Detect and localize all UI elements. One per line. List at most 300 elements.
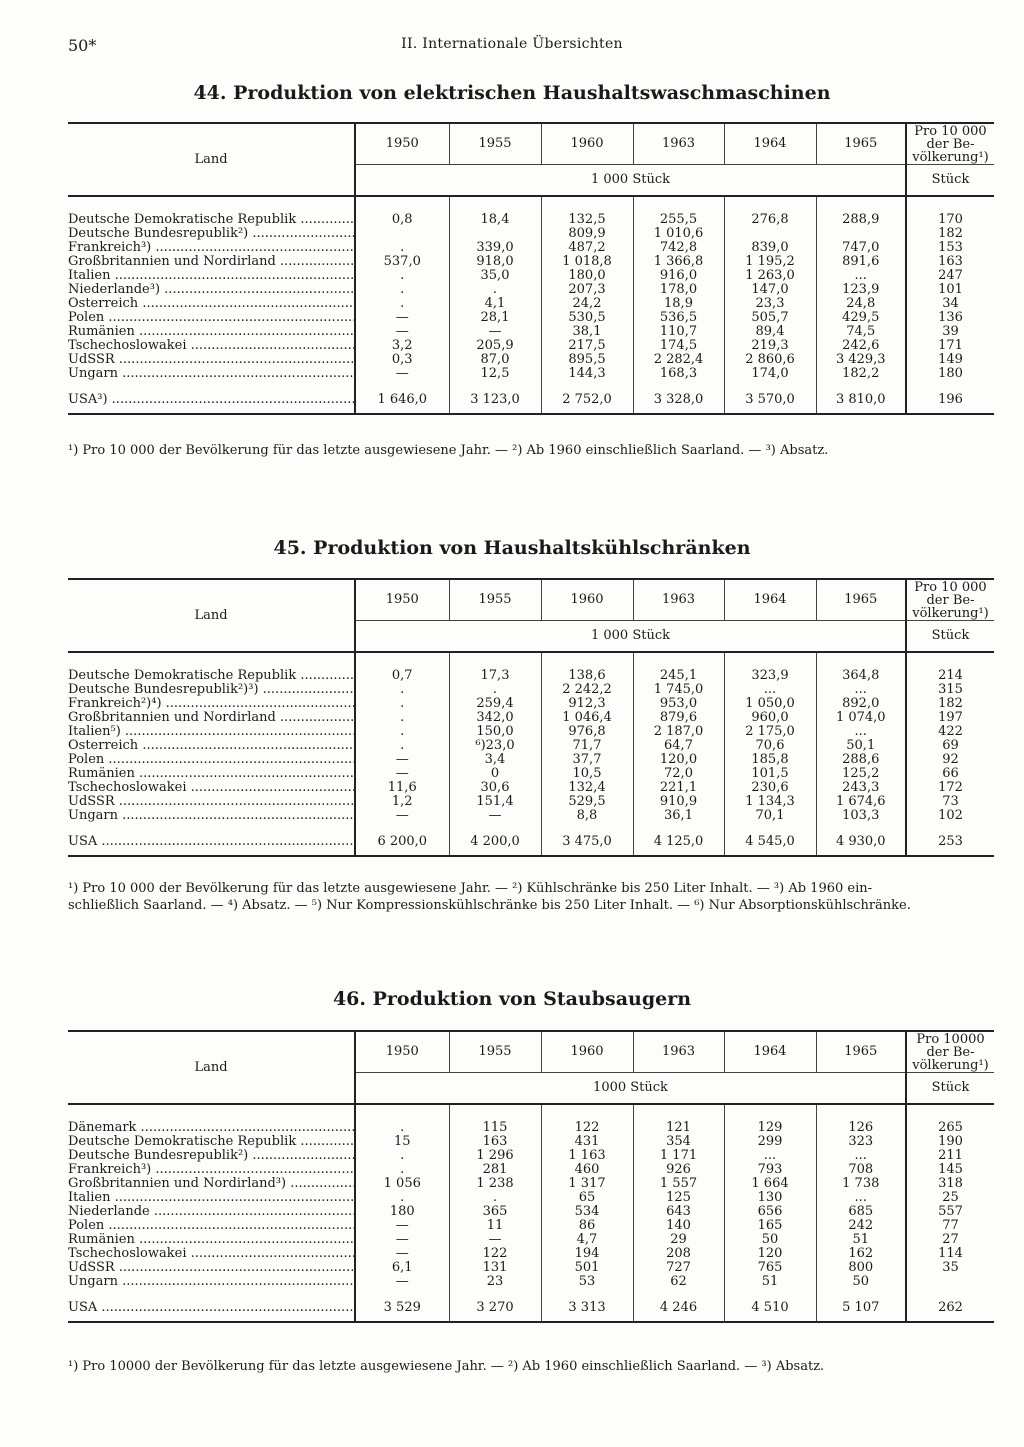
value-cell: . [355, 697, 449, 711]
value-cell: 281 [449, 1163, 541, 1177]
table-44 [68, 122, 994, 415]
table-44-body [68, 196, 994, 414]
per-capita-header-line: der Be- [926, 1044, 975, 1060]
country-name: Deutsche Demokratische Republik ..... [68, 669, 355, 683]
value-cell: 24,2 [541, 297, 633, 311]
spacer-cell [724, 652, 816, 669]
value-cell: 165 [724, 1219, 816, 1233]
value-cell: 265 [906, 1121, 994, 1135]
country-name: Ungarn ..... [68, 1275, 355, 1289]
table-row [68, 1191, 994, 1205]
value-cell: 140 [633, 1219, 724, 1233]
value-cell: 2 187,0 [633, 725, 724, 739]
value-cell: 3 328,0 [633, 393, 724, 407]
country-name: Polen ..... [68, 753, 355, 767]
table-row [68, 725, 994, 739]
table-row [68, 739, 994, 753]
value-cell: 5 107 [816, 1301, 906, 1315]
table-row [68, 353, 994, 367]
value-cell: 1 163 [541, 1149, 633, 1163]
value-cell: 536,5 [633, 311, 724, 325]
value-cell: 809,9 [541, 227, 633, 241]
value-cell: 125 [633, 1191, 724, 1205]
end-cell [68, 1315, 355, 1322]
end-cell [541, 407, 633, 414]
value-cell: 0,7 [355, 669, 449, 683]
value-cell: 3 529 [355, 1301, 449, 1315]
value-cell [449, 227, 541, 241]
value-cell: 323,9 [724, 669, 816, 683]
end-row [68, 407, 994, 414]
end-cell [906, 1315, 994, 1322]
value-cell: 3 475,0 [541, 835, 633, 849]
value-cell: 4 545,0 [724, 835, 816, 849]
end-cell [816, 849, 906, 856]
country-name: Italien ..... [68, 269, 355, 283]
value-cell: 6 200,0 [355, 835, 449, 849]
value-cell: 182 [906, 697, 994, 711]
value-cell: 102 [906, 809, 994, 823]
value-cell: 245,1 [633, 669, 724, 683]
value-cell: 180 [355, 1205, 449, 1219]
value-cell: 342,0 [449, 711, 541, 725]
year-header: 1950 [355, 1031, 449, 1073]
value-cell: 211 [906, 1149, 994, 1163]
value-cell: 185,8 [724, 753, 816, 767]
value-cell: 1 050,0 [724, 697, 816, 711]
value-cell: 976,8 [541, 725, 633, 739]
value-cell: 765 [724, 1261, 816, 1275]
year-header: 1965 [816, 1031, 906, 1073]
value-cell: . [355, 683, 449, 697]
value-cell: 255,5 [633, 213, 724, 227]
value-cell: 1 195,2 [724, 255, 816, 269]
end-cell [355, 1315, 449, 1322]
spacer-cell [68, 652, 355, 669]
value-cell: 205,9 [449, 339, 541, 353]
spacer-cell [816, 652, 906, 669]
spacer-cell [449, 652, 541, 669]
spacer-cell [724, 1104, 816, 1121]
value-cell: 879,6 [633, 711, 724, 725]
spacer-row [68, 652, 994, 669]
land-column-header: Land [194, 607, 228, 623]
value-cell: 11 [449, 1219, 541, 1233]
table-row [68, 1301, 994, 1315]
value-cell: — [355, 1233, 449, 1247]
end-cell [449, 407, 541, 414]
value-cell: 243,3 [816, 781, 906, 795]
value-cell: 2 282,4 [633, 353, 724, 367]
value-cell: 2 860,6 [724, 353, 816, 367]
year-header: 1963 [633, 579, 724, 621]
value-cell: 10,5 [541, 767, 633, 781]
value-cell: 0,8 [355, 213, 449, 227]
value-cell: 182 [906, 227, 994, 241]
value-cell: 150,0 [449, 725, 541, 739]
value-cell: — [355, 1275, 449, 1289]
value-cell: 92 [906, 753, 994, 767]
end-cell [68, 407, 355, 414]
value-cell: 3 270 [449, 1301, 541, 1315]
value-cell: 122 [449, 1247, 541, 1261]
value-cell: 253 [906, 835, 994, 849]
gap-cell [68, 823, 355, 835]
value-cell: 66 [906, 767, 994, 781]
value-cell: 132,5 [541, 213, 633, 227]
header-row [68, 1031, 994, 1073]
table-row [68, 241, 994, 255]
value-cell: 4 125,0 [633, 835, 724, 849]
value-cell: 27 [906, 1233, 994, 1247]
unit-label: 1 000 Stück [355, 621, 906, 653]
value-cell: 912,3 [541, 697, 633, 711]
value-cell: 262 [906, 1301, 994, 1315]
table-45-footnote-line-2: schließlich Saarland. — ⁴) Absatz. — ⁵) Nur Kompressionskühlschränke bis 250 Liter Inhalt. — ⁶) Nur Absorptionskühlschränke. [68, 898, 911, 913]
value-cell: 323 [816, 1135, 906, 1149]
table-row [68, 1275, 994, 1289]
value-cell: 196 [906, 393, 994, 407]
per-capita-header-line: Pro 10 000 [914, 579, 987, 595]
table-row [68, 393, 994, 407]
value-cell: 77 [906, 1219, 994, 1233]
value-cell: 1 366,8 [633, 255, 724, 269]
value-cell: 354 [633, 1135, 724, 1149]
value-cell: 219,3 [724, 339, 816, 353]
end-cell [906, 407, 994, 414]
value-cell: 71,7 [541, 739, 633, 753]
table-row [68, 1177, 994, 1191]
country-name: Großbritannien und Nordirland ..... [68, 255, 355, 269]
country-name: Frankreich³) ..... [68, 241, 355, 255]
table-row [68, 669, 994, 683]
value-cell: ⁶)23,0 [449, 739, 541, 753]
value-cell: 1 171 [633, 1149, 724, 1163]
spacer-row [68, 1104, 994, 1121]
value-cell: 1 018,8 [541, 255, 633, 269]
value-cell: 892,0 [816, 697, 906, 711]
value-cell: 53 [541, 1275, 633, 1289]
table-row [68, 1121, 994, 1135]
value-cell: 3 429,3 [816, 353, 906, 367]
year-header: 1960 [541, 1031, 633, 1073]
value-cell: 1 074,0 [816, 711, 906, 725]
value-cell: 365 [449, 1205, 541, 1219]
value-cell: 18,9 [633, 297, 724, 311]
value-cell: ... [724, 1149, 816, 1163]
per-capita-unit: Stück [906, 621, 994, 653]
value-cell: 800 [816, 1261, 906, 1275]
table-row [68, 297, 994, 311]
gap-cell [68, 1289, 355, 1301]
country-name: Deutsche Bundesrepublik²)³) ..... [68, 683, 355, 697]
country-name: Frankreich²)⁴) ..... [68, 697, 355, 711]
value-cell: ... [816, 683, 906, 697]
value-cell: . [449, 283, 541, 297]
value-cell: 73 [906, 795, 994, 809]
country-name: Polen ..... [68, 311, 355, 325]
spacer-cell [68, 196, 355, 213]
spacer-cell [633, 1104, 724, 1121]
value-cell: — [355, 367, 449, 381]
end-cell [355, 849, 449, 856]
end-cell [541, 849, 633, 856]
spacer-cell [449, 1104, 541, 1121]
country-name: Polen ..... [68, 1219, 355, 1233]
value-cell: 120,0 [633, 753, 724, 767]
end-cell [633, 849, 724, 856]
spacer-cell [355, 196, 449, 213]
value-cell: 136 [906, 311, 994, 325]
value-cell: 742,8 [633, 241, 724, 255]
value-cell: 926 [633, 1163, 724, 1177]
end-cell [724, 407, 816, 414]
value-cell: 153 [906, 241, 994, 255]
table-row [68, 311, 994, 325]
value-cell: 530,5 [541, 311, 633, 325]
land-column-header: Land [194, 1059, 228, 1075]
end-cell [355, 407, 449, 414]
table-row [68, 753, 994, 767]
country-name: Italien ..... [68, 1191, 355, 1205]
value-cell: 89,4 [724, 325, 816, 339]
value-cell: 11,6 [355, 781, 449, 795]
value-cell: 2 242,2 [541, 683, 633, 697]
table-row [68, 367, 994, 381]
table-45 [68, 578, 994, 857]
end-cell [633, 407, 724, 414]
per-capita-header-line: völkerung¹) [912, 149, 989, 165]
value-cell: 2 752,0 [541, 393, 633, 407]
table-row [68, 1219, 994, 1233]
value-cell: 29 [633, 1233, 724, 1247]
value-cell: 747,0 [816, 241, 906, 255]
country-name: Deutsche Bundesrepublik²) ..... [68, 227, 355, 241]
value-cell: 174,0 [724, 367, 816, 381]
value-cell: 364,8 [816, 669, 906, 683]
value-cell: . [449, 683, 541, 697]
spacer-row [68, 196, 994, 213]
value-cell: — [355, 325, 449, 339]
value-cell: 50,1 [816, 739, 906, 753]
country-name: USA ..... [68, 835, 355, 849]
value-cell: 910,9 [633, 795, 724, 809]
value-cell: 259,4 [449, 697, 541, 711]
value-cell: 180 [906, 367, 994, 381]
value-cell: 656 [724, 1205, 816, 1219]
value-cell: 38,1 [541, 325, 633, 339]
country-name: Tschechoslowakei ..... [68, 339, 355, 353]
value-cell: 174,5 [633, 339, 724, 353]
value-cell [724, 227, 816, 241]
table-row [68, 683, 994, 697]
spacer-cell [355, 1104, 449, 1121]
table-46-title: 46. Produktion von Staubsaugern [332, 988, 692, 1010]
per-capita-header-line: völkerung¹) [912, 605, 989, 621]
country-name: Frankreich³) ..... [68, 1163, 355, 1177]
spacer-cell [906, 1104, 994, 1121]
value-cell: 8,8 [541, 809, 633, 823]
table-row [68, 227, 994, 241]
value-cell: 793 [724, 1163, 816, 1177]
value-cell: . [355, 739, 449, 753]
per-capita-header-line: Pro 10 000 [914, 123, 987, 139]
value-cell: — [355, 767, 449, 781]
value-cell: 4 930,0 [816, 835, 906, 849]
value-cell: 1 646,0 [355, 393, 449, 407]
header-row [68, 579, 994, 621]
value-cell: 315 [906, 683, 994, 697]
value-cell: 288,6 [816, 753, 906, 767]
country-name: Niederlande³) ..... [68, 283, 355, 297]
value-cell: 1 317 [541, 1177, 633, 1191]
table-row [68, 795, 994, 809]
value-cell: 0,3 [355, 353, 449, 367]
per-capita-header-line: völkerung¹) [912, 1057, 989, 1073]
year-header: 1963 [633, 123, 724, 165]
country-name: Österreich ..... [68, 739, 355, 753]
table-row [68, 269, 994, 283]
country-name: Tschechoslowakei ..... [68, 781, 355, 795]
value-cell: 534 [541, 1205, 633, 1219]
table-row [68, 809, 994, 823]
country-name: Rumänien ..... [68, 1233, 355, 1247]
value-cell: 101 [906, 283, 994, 297]
year-header: 1965 [816, 123, 906, 165]
country-name: Dänemark ..... [68, 1121, 355, 1135]
value-cell: 24,8 [816, 297, 906, 311]
per-capita-unit: Stück [906, 165, 994, 197]
value-cell: . [355, 269, 449, 283]
end-cell [724, 1315, 816, 1322]
value-cell: 230,6 [724, 781, 816, 795]
value-cell: 70,1 [724, 809, 816, 823]
value-cell: 18,4 [449, 213, 541, 227]
value-cell: 4 246 [633, 1301, 724, 1315]
value-cell: 103,3 [816, 809, 906, 823]
value-cell: 247 [906, 269, 994, 283]
year-header: 1955 [449, 1031, 541, 1073]
table-45-title: 45. Produktion von Haushaltskühlschränken [273, 537, 751, 559]
value-cell: 727 [633, 1261, 724, 1275]
value-cell: 960,0 [724, 711, 816, 725]
value-cell: — [355, 1219, 449, 1233]
value-cell: 35,0 [449, 269, 541, 283]
spacer-cell [541, 652, 633, 669]
year-header: 1965 [816, 579, 906, 621]
value-cell: 123,9 [816, 283, 906, 297]
value-cell: 537,0 [355, 255, 449, 269]
value-cell: — [355, 753, 449, 767]
value-cell: 149 [906, 353, 994, 367]
table-44-footnote: ¹) Pro 10 000 der Bevölkerung für das letzte ausgewiesene Jahr. — ²) Ab 1960 einschließlich Saarland. — ³) Absatz. [68, 443, 829, 458]
value-cell: 299 [724, 1135, 816, 1149]
value-cell: 126 [816, 1121, 906, 1135]
value-cell: ... [816, 269, 906, 283]
value-cell: . [449, 1191, 541, 1205]
end-row [68, 1315, 994, 1322]
table-row [68, 255, 994, 269]
table-row [68, 1247, 994, 1261]
value-cell: — [449, 325, 541, 339]
country-name: Italien⁵) ..... [68, 725, 355, 739]
value-cell: 64,7 [633, 739, 724, 753]
spacer-cell [68, 1104, 355, 1121]
value-cell: 895,5 [541, 353, 633, 367]
value-cell [816, 227, 906, 241]
value-cell: — [355, 1247, 449, 1261]
value-cell: 3 810,0 [816, 393, 906, 407]
value-cell: 12,5 [449, 367, 541, 381]
year-header: 1964 [724, 1031, 816, 1073]
value-cell: 501 [541, 1261, 633, 1275]
value-cell: 1 046,4 [541, 711, 633, 725]
country-name: Deutsche Bundesrepublik²) ..... [68, 1149, 355, 1163]
value-cell: 72,0 [633, 767, 724, 781]
value-cell: — [449, 1233, 541, 1247]
end-cell [816, 1315, 906, 1322]
year-header: 1950 [355, 123, 449, 165]
running-head: II. Internationale Übersichten [401, 36, 623, 52]
value-cell: 70,6 [724, 739, 816, 753]
spacer-cell [541, 196, 633, 213]
value-cell: 1 010,6 [633, 227, 724, 241]
value-cell: 180,0 [541, 269, 633, 283]
value-cell: 121 [633, 1121, 724, 1135]
value-cell: 37,7 [541, 753, 633, 767]
year-header: 1955 [449, 579, 541, 621]
value-cell: 276,8 [724, 213, 816, 227]
value-cell: 529,5 [541, 795, 633, 809]
country-name: Deutsche Demokratische Republik ..... [68, 213, 355, 227]
value-cell: 1 056 [355, 1177, 449, 1191]
value-cell: 50 [816, 1275, 906, 1289]
value-cell: 62 [633, 1275, 724, 1289]
table-row [68, 1149, 994, 1163]
value-cell: 168,3 [633, 367, 724, 381]
value-cell: 3,4 [449, 753, 541, 767]
value-cell: 35 [906, 1261, 994, 1275]
value-cell: . [355, 1149, 449, 1163]
value-cell: 207,3 [541, 283, 633, 297]
header-row [68, 123, 994, 165]
land-column-header: Land [194, 151, 228, 167]
value-cell: 221,1 [633, 781, 724, 795]
value-cell: 339,0 [449, 241, 541, 255]
value-cell: ... [816, 1191, 906, 1205]
value-cell: 839,0 [724, 241, 816, 255]
table-row [68, 1205, 994, 1219]
table-row [68, 1163, 994, 1177]
table-row [68, 339, 994, 353]
table-row [68, 1135, 994, 1149]
value-cell: 3 570,0 [724, 393, 816, 407]
end-cell [906, 849, 994, 856]
country-name: UdSSR ..... [68, 353, 355, 367]
value-cell: . [355, 711, 449, 725]
value-cell: 151,4 [449, 795, 541, 809]
end-cell [449, 849, 541, 856]
value-cell: 23 [449, 1275, 541, 1289]
table-row [68, 213, 994, 227]
value-cell: 87,0 [449, 353, 541, 367]
spacer-cell [633, 652, 724, 669]
end-row [68, 849, 994, 856]
value-cell: 557 [906, 1205, 994, 1219]
country-name: Niederlande ..... [68, 1205, 355, 1219]
spacer-cell [633, 196, 724, 213]
year-header: 1960 [541, 579, 633, 621]
